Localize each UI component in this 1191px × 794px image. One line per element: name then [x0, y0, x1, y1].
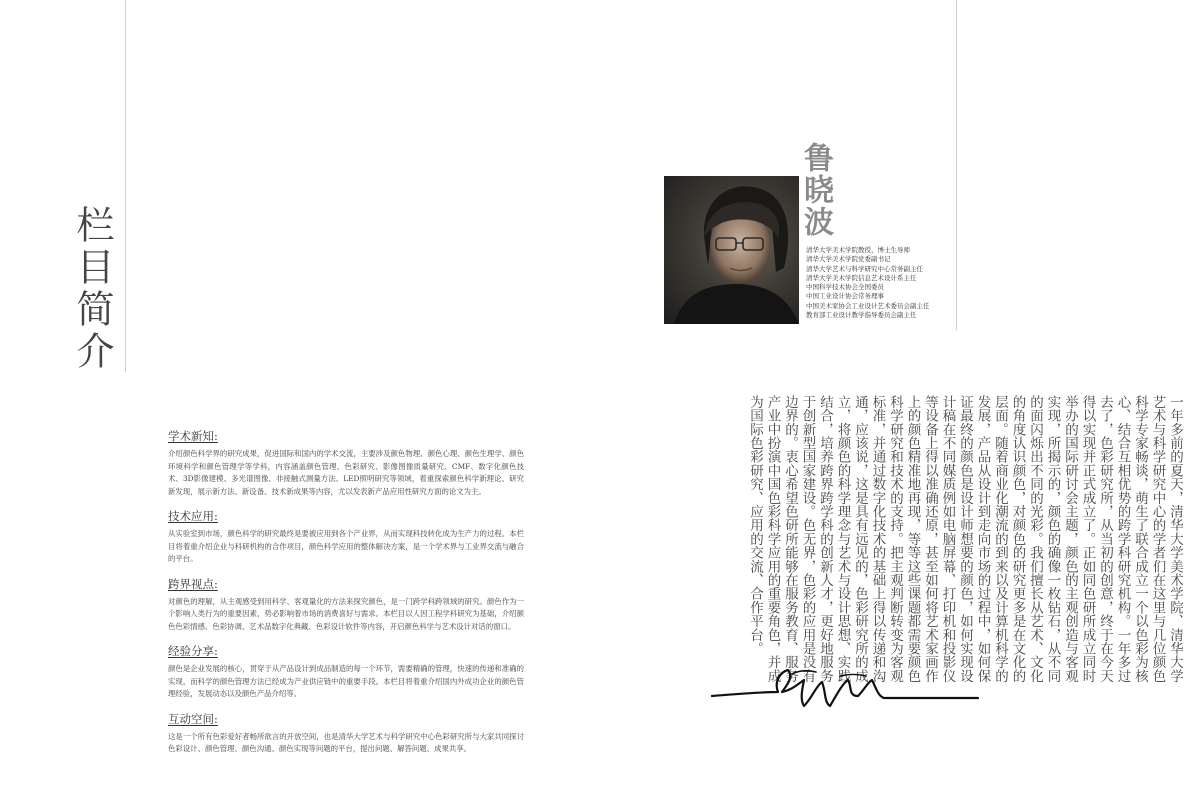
section-crossover [168, 576, 524, 634]
section-academic [168, 428, 524, 498]
column-sections [168, 428, 524, 766]
author-name: 鲁晓波 [798, 142, 833, 238]
section-heading: 经验分享: [168, 644, 218, 658]
foreword-essay-vertical-text: 一年多前的夏天，清华大学美术学院、清华大学艺术与科学研究中心的学者们在这里与几位颜色科学专家畅谈，萌生了联合成立一个以色彩为核心、结合互相优势的跨学科研究机构。一年多过去了，色彩研究所，从当初的创意，终于在今天得以实现并正式成立了。正如同色研所成立同时举办的国际研讨会主题，颜色的主观创造与客观实现，所揭示的，颜色的确像一枚钻石，从不同的面闪烁出不同的光彩。我们擅长从艺术、文化的角度认识颜色，对颜色的研究更多是在文化的层面。随着商业化潮流的到来以及计算机科学的发展，产品从设计到走向市场的过程中，如何保证最终的颜色是设计师想要的颜色，如何实现设计稿在不同媒质例如电脑屏幕、打印机和投影仪等设备上得以准确还原，甚至如何将艺术家画作上的颜色精准地再现，等等这些课题都需要颜色科学研究和技术的支持。把主观判断转变为客观标准，并通过数字化技术的基础上得以传递和沟通，应该说，这是具有远见的，色彩研究所的成立，将颜色的科学理念与艺术与设计思想、实践结合，培养跨界跨学科的创新人才，更好地服务于创新型国家建设。色无界，色彩的应用是没有边界的。衷心希望色研所能够在服务教育、服务产业中扮演中国色彩科学应用的重要角色，并成为国际色彩研究、应用的交流、合作平台。 [747, 395, 1183, 683]
section-experience [168, 643, 524, 701]
portrait-figure-icon [664, 176, 799, 324]
section-interaction [168, 711, 524, 756]
author-title-item: 清华大学艺术与科学研究中心常务副主任 [806, 264, 923, 273]
author-portrait-photo [664, 176, 799, 324]
author-title-item: 清华大学美术学院党委副书记 [806, 255, 891, 264]
author-title-item: 中国工业设计协会常务理事 [806, 292, 884, 301]
left-divider-line [125, 0, 126, 372]
section-body: 从实验室到市场，颜色科学的研究最终是要被应用到各个产业界，从而实现科技转化成为生产力的过程。本栏目将着重介绍企业与科研机构的合作项目，颜色科学应用的整体解决方案，是一个学术界与工业界交流与融合的平台。 [168, 529, 524, 563]
section-body: 颜色是企业发展的核心，贯穿于从产品设计到成品制造的每一个环节，需要精确的管理，快速的传递和准确的实现，而科学的颜色管理方法已经成为产业供应链中的重要手段。本栏目将着重介绍国内外成功企业的颜色管理经验，发展动态以及颜色产品介绍等。 [168, 664, 524, 698]
author-title-item: 教育部工业设计教学指导委员会副主任 [806, 311, 917, 320]
section-body: 介绍颜色科学界的研究成果，促进国际和国内的学术交流，主要涉及颜色物理、颜色心理、颜色生理学、颜色环境科学和颜色管理学等学科，内容涵盖颜色管理、色彩研究、影像图像质量研究、CMF、数字化颜色技术、3D影像建模、多光谱图像、非接触式测量方法、LED照明研究等领域，着重探索颜色科学新理论、研究新发现，展示新方法、新设备、技术新成果等内容，尤以发表新产品应用性研究方面的论文为主。 [168, 449, 524, 496]
author-title-item: 清华大学美术学院教授、博士生导师 [806, 246, 910, 254]
author-title-item: 中国美术家协会工业设计艺术委员会副主任 [806, 301, 930, 310]
section-heading: 互动空间: [168, 711, 218, 726]
section-heading: 技术应用: [168, 509, 218, 523]
author-title-item: 中国科学技术协会全国委员 [806, 283, 884, 292]
author-titles-list [806, 246, 930, 320]
right-divider-line [956, 0, 957, 330]
author-title-item: 清华大学美术学院信息艺术设计系主任 [806, 273, 917, 282]
section-technology [168, 508, 524, 566]
section-body: 这是一个所有色彩爱好者畅所欲言的开放空间，也是清华大学艺术与科学研究中心色彩研究所与大家共同探讨色彩设计、颜色管理、颜色沟通、颜色实现等问题的平台，提出问题、解答问题、成果共享。 [168, 731, 524, 753]
section-heading: 学术新知: [168, 429, 218, 443]
section-body: 对颜色的理解，从主观感受到用科学、客观量化的方法来探究颜色，是一门跨学科跨领域的研究。颜色作为一个影响人类行为的重要因素，势必影响着市场的消费喜好与需求。本栏目以人因工程学科研究为基础，介绍颜色色彩情感、色彩协调、艺术品数字化典藏、色彩设计软件等内容，开启颜色科学与艺术设计对话的窗口。 [168, 596, 524, 631]
handwritten-signature [708, 662, 988, 716]
section-heading: 跨界视点: [168, 576, 218, 591]
column-title: 栏目简介 [70, 205, 114, 373]
